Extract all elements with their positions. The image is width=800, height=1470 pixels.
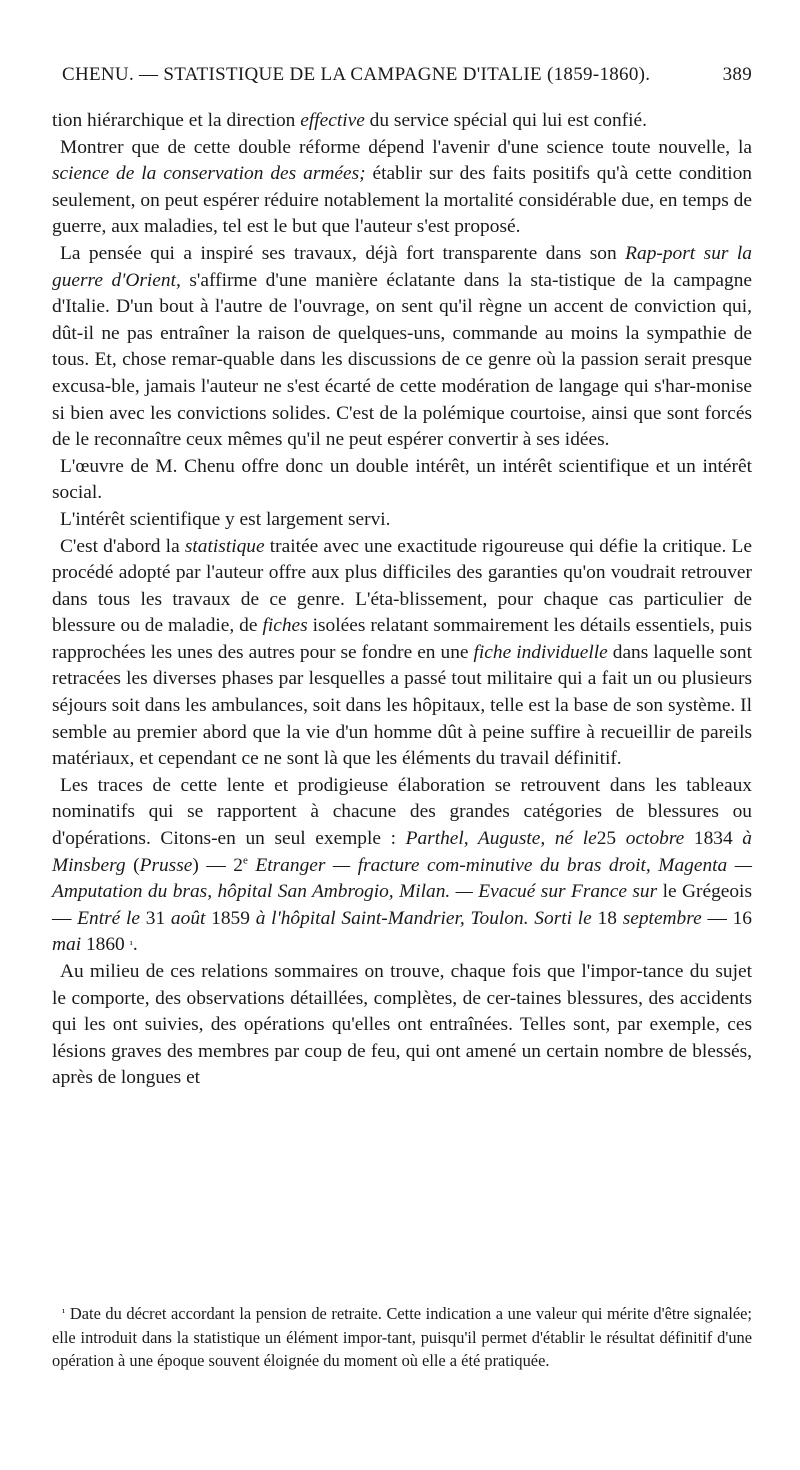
document-page: [52, 0, 752, 1470]
paragraph-7: Les traces de cette lente et prodigieuse élaboration se retrouvent dans les tableaux nominatifs qui se rapportent à chacune des grandes catégories de blessures ou d'opérations. Citons-en un seul exemple : Parthel, Auguste, né le25 octobre 1834 à Minsberg (Prusse) — 2e Etranger — fracture com-minutive du bras droit, Magenta — Amputation du bras, hôpital San Ambrogio, Milan. — Evacué sur France sur le Grégeois — Entré le 31 août 1859 à l'hôpital Saint-Mandrier, Toulon. Sorti le 18 septembre — 16 mai 1860 $^{^1}$.: [52, 774, 752, 956]
paragraph-6: C'est d'abord la statistique traitée avec une exactitude rigoureuse qui défie la critique. Le procédé adopté par l'auteur offre aux plus difficiles des garanties qu'on voudrait retrouver dans tous les travaux de ce genre. L'éta-blissement, pour chaque cas particulier de blessure ou de maladie, de fiches isolées relatant sommairement les détails essentiels, puis rapprochées les unes des autres pour se fondre en une fiche individuelle dans laquelle sont retracées les diverses phases par lesquelles a passé tout militaire qui a fait un ou plusieurs séjours soit dans les ambulances, soit dans les hôpitaux, telle est la base de son système. Il semble au premier abord que la vie d'un homme dût à peine suffire à recueillir de pareils matériaux, et cependant ce ne sont là que les éléments du travail définitif.: [52, 535, 753, 770]
paragraph-3: La pensée qui a inspiré ses travaux, déjà fort transparente dans son Rap-port sur la guerre d'Orient, s'affirme d'une manière éclatante dans la sta-tistique de la campagne d'Italie. D'un bout à l'autre de l'ouvrage, on sent qu'il règne un accent de conviction qui, dût-il ne pas entraîner la raison de quelques-uns, commande au moins la sympathie de tous. Et, chose remar-quable dans les discussions de ce genre où la passion serait presque excusa-ble, jamais l'auteur ne s'est écarté de cette modération de langage qui s'har-monise si bien avec les convictions solides. C'est de la polémique courtoise, ainsi que sont forcés de le reconnaître ceux mêmes qu'il ne peut espérer convertir à ses idées.: [52, 242, 753, 451]
footnote-reference: ¹: [129, 939, 133, 952]
paragraph-8: Au milieu de ces relations sommaires on trouve, chaque fois que l'impor-tance du sujet le comporte, des observations détaillées, complètes, de cer-taines blessures, des accidents qui les ont suivies, des opérations qu'elles ont entraînées. Telles sont, par exemple, ces lésions graves des membres par coup de feu, qui ont amené un certain nombre de blessés, après de longues et: [52, 961, 752, 1089]
paragraph-4: L'œuvre de M. Chenu offre donc un double intérêt, un intérêt scientifique et un intérêt social.: [52, 455, 752, 504]
paragraph-2: Montrer que de cette double réforme dépend l'avenir d'une science toute nouvelle, la science de la conservation des armées; établir sur des faits positifs qu'à cette condition seulement, on peut espérer réduire notablement la mortalité considérable due, en temps de guerre, aux maladies, tel est le but que l'auteur s'est proposé.: [52, 136, 753, 238]
running-title: CHENU. — STATISTIQUE DE LA CAMPAGNE D'ITALIE (1859-1860).: [62, 64, 651, 85]
footnote-mark: ¹: [62, 1307, 66, 1319]
paragraph-5: L'intérêt scientifique y est largement servi.: [60, 508, 391, 530]
paragraph-1: tion hiérarchique et la direction effective du service spécial qui lui est confié.: [52, 110, 647, 131]
body-text: [52, 108, 752, 1092]
footnote: [52, 1302, 752, 1373]
footnote-text: $^{^1}$ Date du décret accordant la pension de retraite. Cette indication a une valeur qui mérite d'être signalée; elle introduit dans la statistique un élément impor-tant, puisqu'il permet d'établir le résultat définitif d'une opération à une époque souvent éloignée du moment où elle a été pratiquée.: [52, 1304, 752, 1371]
page-number: 389: [722, 64, 752, 85]
